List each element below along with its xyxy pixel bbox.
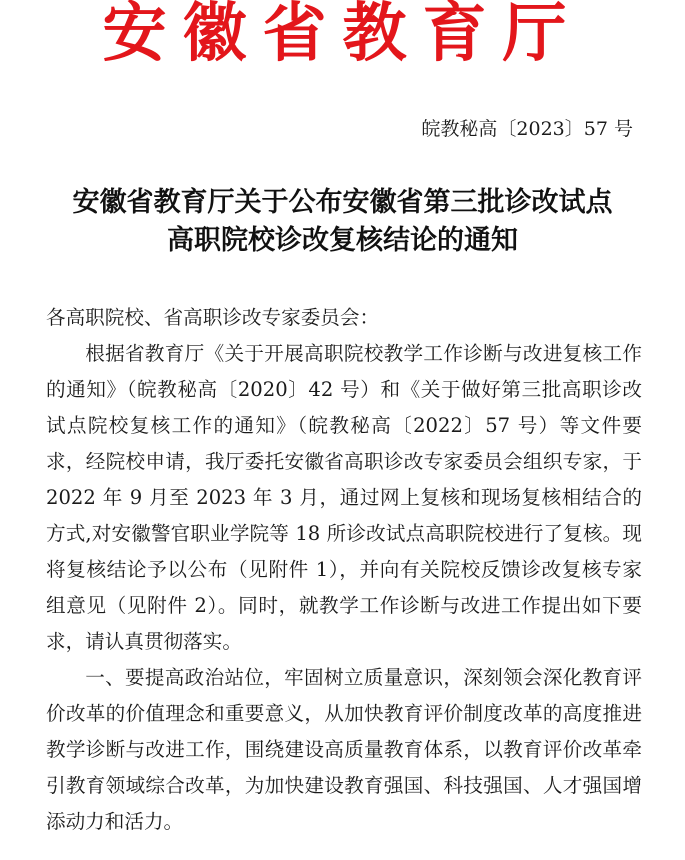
notice-title-line-2: 高职院校诊改复核结论的通知: [167, 225, 518, 256]
masthead-title: 安徽省教育厅: [102, 0, 583, 71]
document-body: [46, 300, 642, 840]
notice-title-line-1: 安徽省教育厅关于公布安徽省第三批诊改试点: [72, 187, 613, 218]
salutation: 各高职院校、省高职诊改专家委员会：: [46, 306, 380, 329]
paragraph-point-one: 一、要提高政治站位，牢固树立质量意识，深刻领会深化教育评价改革的价值理念和重要意义，从加快教育评价制度改革的高度推进教学诊断与改进工作，围绕建设高质量教育体系，以教育评价改革牵引教育领域综合改革，为加快建设教育强国、科技强国、人才强国增添动力和活力。: [46, 666, 642, 833]
notice-title: [0, 184, 685, 260]
document-number: 皖教秘高〔2023〕57 号: [421, 118, 633, 140]
paragraph-requirements-intro: 根据省教育厅《关于开展高职院校教学工作诊断与改进复核工作的通知》（皖教秘高〔2020〕42 号）和《关于做好第三批高职诊改试点院校复核工作的通知》（皖教秘高〔2022〕57 号）等文件要求，经院校申请，我厅委托安徽省高职诊改专家委员会组织专家，于 2022 年 9 月至 2023 年 3 月，通过网上复核和现场复核相结合的方式,对安徽警官职业学院等 18 所诊改试点高职院校进行了复核。现将复核结论予以公布（见附件 1），并向有关院校反馈诊改复核专家组意见（见附件 2）。同时，就教学工作诊断与改进工作提出如下要求，请认真贯彻落实。: [46, 342, 642, 653]
